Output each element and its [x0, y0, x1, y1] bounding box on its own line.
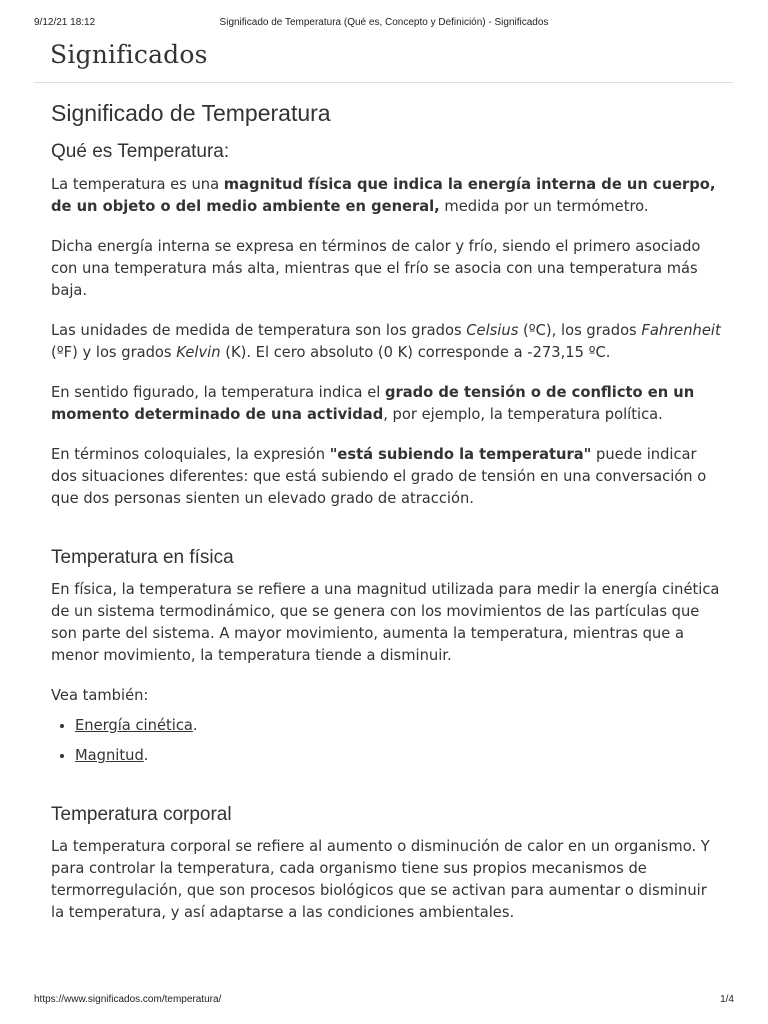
see-also-list [51, 715, 723, 767]
article-subtitle: Qué es Temperatura: [51, 141, 230, 162]
list-item: • Energía cinética. [75, 715, 723, 737]
heading-body-temperature: Temperatura corporal [51, 804, 232, 825]
unit-celsius: Celsius [466, 322, 519, 339]
bold-expression: "está subiendo la temperatura" [329, 446, 592, 463]
article-content [51, 98, 723, 942]
page-number: 1/4 [720, 994, 734, 1005]
link-magnitud[interactable]: Magnitud [75, 747, 144, 764]
list-item: • Magnitud. [75, 745, 723, 767]
link-energia-cinetica[interactable]: Energía cinética [75, 717, 193, 734]
paragraph-definition: La temperatura es una magnitud física que indica la energía interna de un cuerpo, de un objeto o del medio ambiente en general, medida por un termómetro. [51, 176, 716, 215]
unit-fahrenheit: Fahrenheit [641, 322, 721, 339]
see-also-label: Vea también: [51, 687, 149, 704]
bold-definition: magnitud física que indica la energía interna de un cuerpo, de un objeto o del medio ambiente en general, [51, 176, 716, 215]
page-title: Significado de Temperatura [51, 100, 331, 126]
site-logo[interactable]: Significados [50, 40, 208, 69]
paragraph-body-temperature: La temperatura corporal se refiere al aumento o disminución de calor en un organismo. Y para controlar la temperatura, cada organismo tiene sus propios mecanismos de termorregulación, que son procesos biológicos que se activan para aumentar o disminuir la temperatura, y así adaptarse a las condiciones ambientales. [51, 838, 710, 921]
print-footer [34, 994, 734, 1008]
print-document-title: Significado de Temperatura (Qué es, Concepto y Definición) - Significados [219, 17, 549, 28]
site-header [34, 40, 733, 83]
unit-kelvin: Kelvin [176, 344, 221, 361]
print-header [34, 17, 734, 31]
heading-physics: Temperatura en física [51, 547, 234, 568]
paragraph-figurative: En sentido figurado, la temperatura indica el grado de tensión o de conflicto en un momento determinado de una actividad, por ejemplo, la temperatura política. [51, 384, 695, 423]
paragraph-physics: En física, la temperatura se refiere a una magnitud utilizada para medir la energía cinética de un sistema termodinámico, que se genera con los movimientos de las partículas que son parte del sistema. A mayor movimiento, aumenta la temperatura, mientras que a menor movimiento, la temperatura tiende a disminuir. [51, 581, 720, 664]
paragraph-energy: Dicha energía interna se expresa en términos de calor y frío, siendo el primero asociado con una temperatura más alta, mientras que el frío se asocia con una temperatura más baja. [51, 238, 701, 299]
print-url: https://www.significados.com/temperatura/ [34, 994, 222, 1005]
print-date: 9/12/21 18:12 [34, 17, 96, 28]
paragraph-units: Las unidades de medida de temperatura son los grados Celsius (ºC), los grados Fahrenheit (ºF) y los grados Kelvin (K). El cero absoluto (0 K) corresponde a -273,15 ºC. [51, 322, 721, 361]
bold-figurative: grado de tensión o de conflicto en un momento determinado de una actividad [51, 384, 695, 423]
paragraph-colloquial: En términos coloquiales, la expresión "está subiendo la temperatura" puede indicar dos situaciones diferentes: que está subiendo el grado de tensión en una conversación o que dos personas sienten un elevado grado de atracción. [51, 446, 707, 507]
